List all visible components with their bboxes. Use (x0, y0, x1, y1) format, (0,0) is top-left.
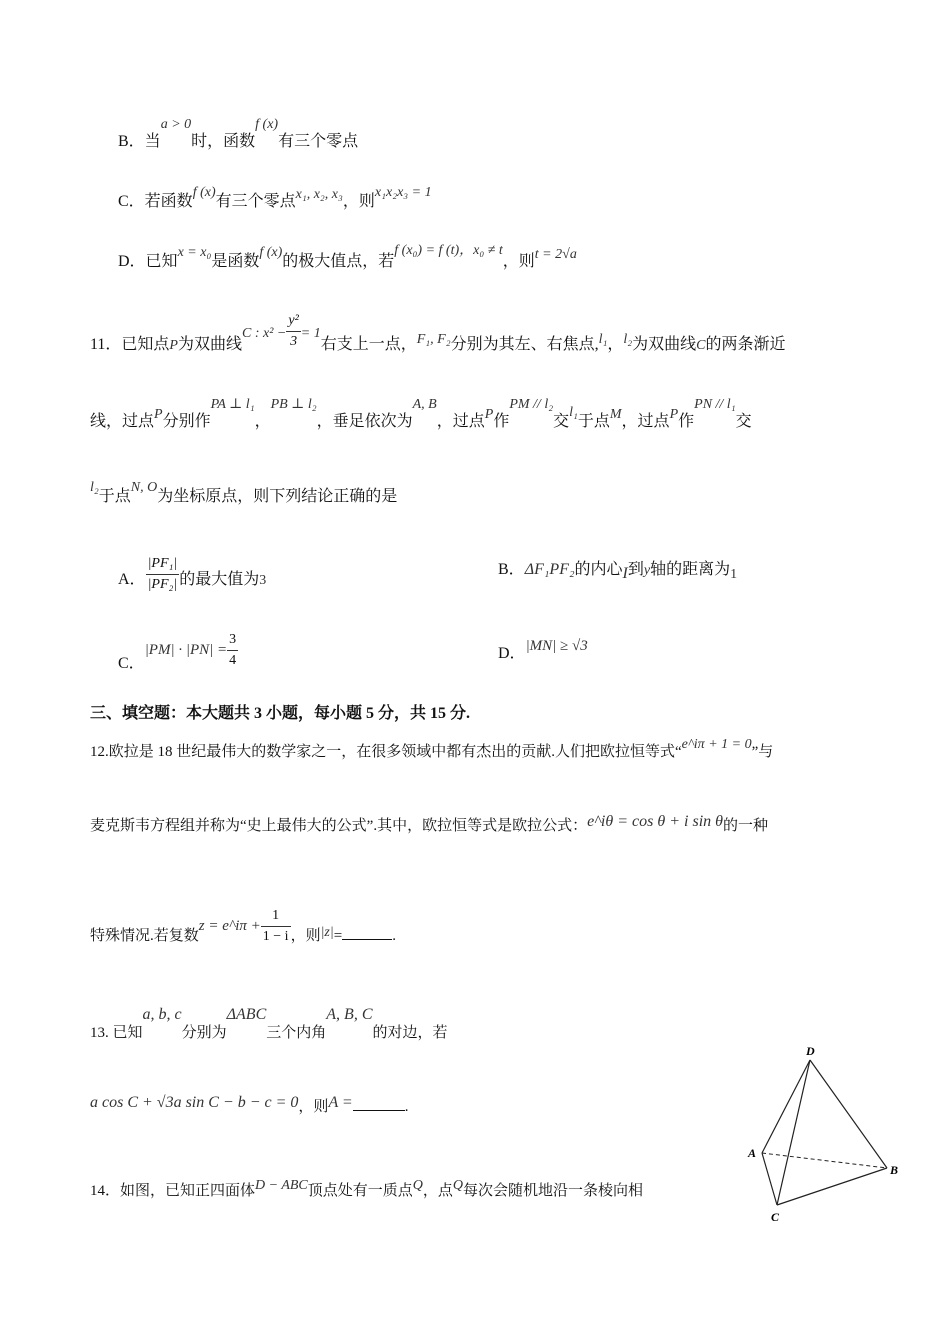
math: C (696, 338, 706, 354)
text: 顶点处有一质点 (307, 1183, 413, 1199)
denominator: 4 (229, 653, 237, 668)
math: P (669, 407, 679, 422)
denominator: 1 − i (262, 929, 289, 944)
q10-option-d (118, 243, 577, 273)
numerator: |PF₁| (146, 554, 180, 575)
math: y (643, 563, 651, 578)
math: a > 0 (160, 117, 192, 132)
text: 的最大值为 (179, 571, 260, 589)
text: 为坐标原点，则下列结论正确的是 (157, 488, 398, 505)
math: PB ⊥ l₂ (270, 397, 317, 412)
section-heading: 三、填空题：本大题共 3 小题，每小题 5 分，共 15 分. (90, 705, 471, 722)
math: l₁ (598, 332, 608, 348)
math: F₁, F₂ (416, 332, 451, 348)
text: ，则 (342, 193, 375, 210)
text: 有三个零点 (215, 193, 296, 210)
text: . (392, 927, 396, 944)
math: x₁, x₂, x₃ (295, 187, 343, 202)
text: 交 (735, 413, 752, 430)
option-label: D．已知 (118, 253, 178, 270)
text: ，则 (290, 927, 321, 944)
q12-line-1 (90, 737, 774, 763)
fraction (261, 906, 291, 947)
q11-line-2 (90, 397, 752, 433)
question-number: 13. 已知 (90, 1025, 143, 1041)
math: f (x) (192, 185, 216, 200)
denominator: |PF₂| (147, 577, 178, 592)
math: ΔF₁PF₂ (524, 561, 575, 578)
q11-option-d (498, 638, 588, 664)
vertex-label-a: A (748, 1146, 757, 1160)
math: 1 (730, 567, 738, 582)
edge-da (762, 1060, 810, 1153)
math: = 1 (300, 326, 321, 342)
q10-option-c (118, 185, 432, 213)
text: ， (254, 413, 271, 430)
text: 于点 (577, 413, 610, 430)
math: |PM| · |PN| = (144, 642, 228, 659)
math: N, O (130, 480, 158, 495)
text: = (333, 927, 343, 944)
option-label: C．若函数 (118, 193, 193, 210)
text: 有三个零点 (278, 133, 359, 150)
text: ， (607, 336, 624, 354)
numerator: 1 (261, 906, 291, 927)
text: 的一种 (723, 818, 769, 834)
edge-cb (777, 1168, 887, 1205)
text: 分别为 (181, 1025, 227, 1041)
text: 的极大值点，若 (282, 253, 395, 270)
text: 分别为其左、右焦点, (450, 336, 599, 354)
math: A, B (412, 397, 437, 412)
text: ，点 (422, 1183, 453, 1199)
text: 特殊情况.若复数 (90, 927, 199, 944)
math: P (154, 407, 163, 422)
text: 每次会随机地沿一条棱向相 (463, 1183, 644, 1199)
math: f (x) (259, 245, 283, 260)
math: l₁ (569, 405, 578, 420)
q10-option-b (118, 117, 359, 153)
text: ，则 (502, 253, 535, 270)
q13-line-1 (90, 1006, 448, 1043)
text: ，过点 (436, 413, 485, 430)
tetrahedron-figure (740, 1040, 910, 1230)
text: 的两条渐近 (705, 336, 786, 354)
text: 交 (553, 413, 570, 430)
vertex-label-b: B (890, 1163, 899, 1177)
q14-line-1 (90, 1178, 644, 1202)
question-number: 11．已知点 (90, 336, 170, 354)
denominator: 3 (290, 334, 298, 349)
math: e^iπ + 1 = 0 (681, 737, 752, 752)
q11-option-a (118, 556, 267, 601)
text: 右支上一点， (320, 336, 417, 354)
text: 为双曲线 (177, 336, 242, 354)
option-label: A． (118, 571, 146, 589)
option-label: B．当 (118, 133, 161, 150)
q11-line-3 (90, 480, 398, 508)
edge-dc (777, 1060, 810, 1205)
math: Q (412, 1178, 423, 1193)
numerator: y² (286, 311, 300, 332)
math: A = (328, 1094, 353, 1111)
text: 于点 (98, 488, 131, 505)
math: z = e^iπ + (198, 917, 261, 934)
q11-option-b (498, 560, 737, 581)
fraction (146, 554, 180, 595)
text: 到 (627, 561, 644, 578)
math: |MN| ≥ √3 (525, 638, 588, 654)
text: 12.欧拉是 18 世纪最伟大的数学家之一，在很多领域中都有杰出的贡献.人们把欧拉恒等式“ (90, 744, 682, 760)
math: t = 2√a (534, 247, 577, 262)
math: PA ⊥ l₁ (210, 397, 255, 412)
text: 线，过点 (90, 413, 155, 430)
text: 时，函数 (191, 133, 256, 150)
numerator: 3 (227, 630, 238, 651)
text: ，则 (298, 1099, 329, 1115)
option-label: C． (118, 655, 145, 673)
math: 3 (259, 573, 267, 589)
text: 分别作 (162, 413, 211, 430)
q11-line-1 (90, 313, 786, 366)
answer-blank[interactable] (353, 1110, 405, 1111)
text: 轴的距离为 (650, 561, 731, 578)
math: D − ABC (255, 1178, 308, 1193)
text: 作 (493, 413, 510, 430)
text: ，过点 (621, 413, 670, 430)
text: ，垂足依次为 (316, 413, 413, 430)
text: 麦克斯韦方程组并称为“史上最伟大的公式”.其中，欧拉恒等式是欧拉公式： (90, 818, 588, 834)
q13-line-2 (90, 1094, 409, 1117)
text: 的对边，若 (372, 1025, 448, 1041)
text: 是函数 (211, 253, 260, 270)
fraction (227, 630, 238, 671)
text: 为双曲线 (632, 336, 697, 354)
edge-db (810, 1060, 887, 1168)
q12-line-3 (90, 908, 396, 957)
text: ”与 (751, 744, 774, 760)
question-number: 14．如图，已知正四面体 (90, 1183, 256, 1199)
option-label: D． (498, 645, 526, 662)
math: C : x² − (242, 326, 287, 342)
math: a, b, c (142, 1006, 182, 1023)
option-label: B． (498, 561, 525, 578)
math: |z| (320, 924, 334, 940)
math: Q (452, 1178, 464, 1193)
math: f (x) (255, 117, 279, 132)
math: M (609, 407, 622, 422)
text: . (404, 1099, 409, 1115)
math: ΔABC (226, 1006, 267, 1023)
math: f (x₀) = f (t)，x₀ ≠ t (394, 243, 503, 258)
vertex-label-d: D (806, 1044, 815, 1058)
math: e^iθ = cos θ + i sin θ (587, 813, 723, 830)
edge-ab-hidden (762, 1153, 887, 1168)
text: 三个内角 (266, 1025, 327, 1041)
math: x = x₀ (177, 245, 212, 260)
math: l₂ (623, 332, 633, 348)
text: 的内心 (574, 561, 623, 578)
math: x₁x₂x₃ = 1 (374, 185, 432, 200)
math: a cos C + √3a sin C − b − c = 0 (90, 1094, 299, 1111)
answer-blank[interactable] (342, 939, 392, 940)
math: A, B, C (326, 1006, 373, 1023)
math: I (622, 565, 628, 582)
math: l₂ (90, 480, 99, 495)
text: 作 (678, 413, 695, 430)
fraction (286, 311, 300, 352)
math: PM // l₂ (509, 397, 554, 412)
math: P (169, 338, 178, 354)
vertex-label-c: C (771, 1210, 780, 1224)
q12-line-2 (90, 813, 769, 836)
math: PN // l₁ (694, 397, 736, 412)
math: P (484, 407, 494, 422)
edge-ac (762, 1153, 777, 1205)
q11-option-c (118, 632, 238, 685)
